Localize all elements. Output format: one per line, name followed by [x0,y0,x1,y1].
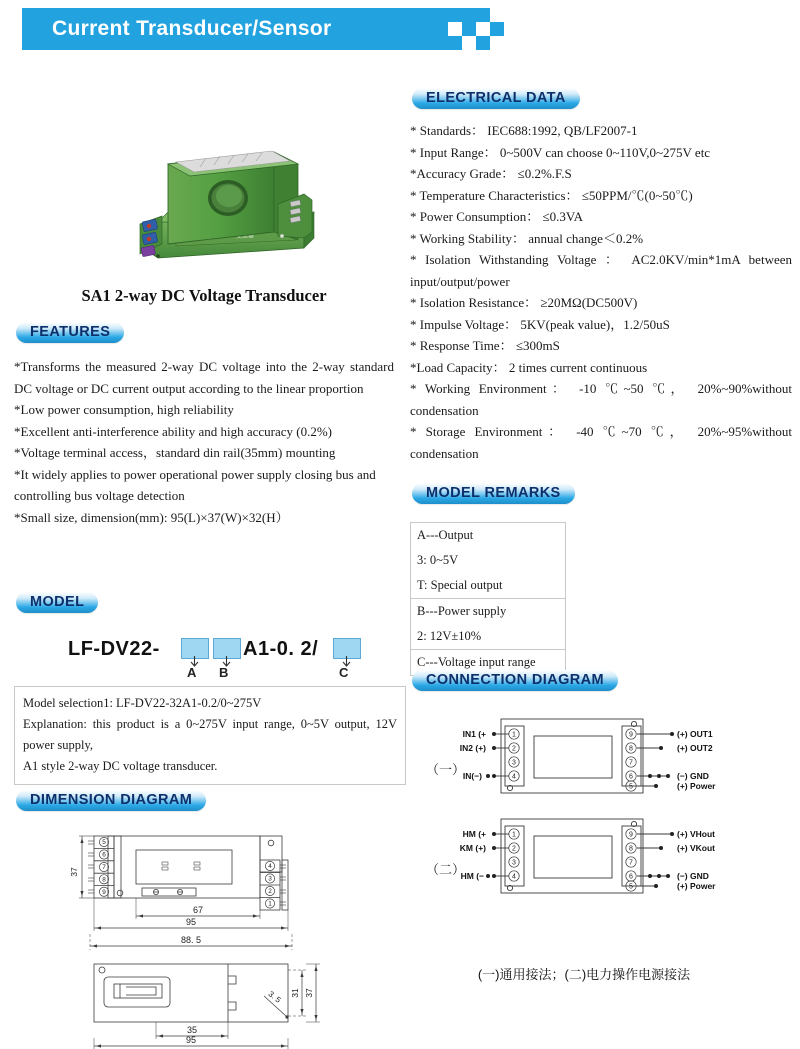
remarks-cell: B---Power supply [411,599,566,625]
model-marker-c: C [339,665,349,680]
svg-text:4: 4 [512,873,516,881]
dimension-heading: DIMENSION DIAGRAM [16,790,206,811]
svg-text:7: 7 [629,859,633,867]
svg-text:3: 3 [512,759,516,767]
svg-text:7: 7 [629,759,633,767]
svg-text:3: 3 [512,859,516,867]
remarks-cell: C---Voltage input range [411,650,566,676]
electrical-item: * Standards： IEC688:1992, QB/LF2007-1 [410,123,638,138]
svg-text:9: 9 [629,731,633,739]
features-heading: FEATURES [16,322,124,343]
electrical-item: * Isolation Resistance： ≥20MΩ(DC500V) [410,295,638,310]
dim-value-bottom-width: 95 [185,1035,197,1045]
remarks-heading: MODEL REMARKS [412,483,575,504]
note-line: Model selection1: LF-DV22-32A1-0.2/0~275V [23,696,262,710]
product-title: SA1 2-way DC Voltage Transducer [81,286,327,305]
feature-item: *Excellent anti-interference ability and high accuracy (0.2%) [14,423,332,439]
feature-item: *Low power consumption, high reliability [14,402,234,417]
feature-item: *Small size, dimension(mm): 95(L)×37(W)×32(H） [14,509,289,525]
model-marker-b: B [219,665,229,680]
model-remarks-table [410,522,566,676]
connection-right-label: (+) VHout [677,829,716,839]
connection-caption: (一)通用接法；(二)电力操作电源接法 [477,967,691,982]
dim-terminal-label: 8 [102,876,106,884]
model-selection-note [14,686,406,785]
note-line: Explanation: this product is a 0~275V input range, 0~5V output, 12V power supply, [23,717,397,752]
feature-item: *Transforms the measured 2-way DC voltage into the 2-way standard DC voltage or DC current output according to the linear proportion [14,359,394,396]
svg-text:8: 8 [629,745,633,753]
model-marker-a: A [187,665,197,680]
svg-text:6: 6 [629,873,633,881]
dim-terminal-label: 5 [102,839,106,847]
dim-value-mount-width: 88. 5 [180,935,202,945]
connection-heading: CONNECTION DIAGRAM [412,670,618,691]
features-list [14,356,394,528]
model-code-mid: A1-0. 2/ [243,638,319,660]
electrical-item: *Load Capacity： 2 times current continuous [410,359,648,375]
connection-right-label: (−) GND [677,771,709,781]
page-title: Current Transducer/Sensor [52,17,332,40]
connection-right-label: (+) VKout [677,843,716,853]
dim-value-inner-width: 67 [192,905,204,915]
product-photo [128,136,388,276]
connection-label-1: （一） [426,762,466,777]
svg-text:1: 1 [512,731,516,739]
dim-value-chamfer: 3. 5 [266,989,283,1005]
connection-right-label: (+) OUT1 [677,729,713,739]
dim-terminal-label: 1 [268,900,272,908]
connection-right-label: (−) GND [677,871,709,881]
svg-text:2: 2 [512,845,516,853]
svg-text:2: 2 [512,745,516,753]
electrical-item: *Accuracy Grade： ≤0.2%.F.S [410,166,572,181]
svg-text:9: 9 [629,831,633,839]
dim-terminal-label: 4 [268,863,272,871]
svg-text:5: 5 [629,883,633,891]
svg-text:6: 6 [629,773,633,781]
svg-text:4: 4 [512,773,516,781]
feature-item: *Voltage terminal access，standard din rail(35mm) mounting [14,445,336,460]
electrical-item: * Power Consumption： ≤0.3VA [410,209,584,224]
model-heading: MODEL [16,592,98,613]
remarks-cell: 3: 0~5V [411,548,566,573]
dim-terminal-label: 2 [268,888,272,896]
svg-text:5: 5 [629,783,633,791]
electrical-item: * Input Range： 0~500V can choose 0~110V,0~275V etc [410,144,711,160]
dim-value-height: 37 [69,867,79,877]
dim-terminal-label: 3 [268,875,272,883]
electrical-item: * Impulse Voltage： 5KV(peak value)，1.2/50uS [410,316,670,332]
table-row [411,624,566,650]
table-row [411,573,566,599]
dimension-drawing [68,824,338,1049]
dim-terminal-label: 6 [102,851,106,859]
feature-item: controlling bus voltage detection [14,488,185,503]
connection-left-label: IN(−) [462,771,482,781]
table-row [411,523,566,549]
dim-value-outer-height: 37 [304,988,314,998]
connection-right-label: (+) Power [677,781,716,791]
feature-item: *It widely applies to power operational power supply closing bus and [14,466,376,482]
dim-value-outer-width: 95 [185,917,197,927]
electrical-item: * Working Stability： annual change＜0.2% [410,230,644,246]
electrical-list [410,120,792,464]
connection-left-label: KM (+) [459,843,486,853]
connection-right-label: (+) OUT2 [677,743,713,753]
remarks-cell: 2: 12V±10% [411,624,566,650]
electrical-item: * Working Environment： -10 ℃~50 ℃， 20%~90%without condensation [410,381,792,418]
model-code-prefix: LF-DV22- [68,638,160,660]
table-row [411,548,566,573]
remarks-cell: T: Special output [411,573,566,599]
page-header [0,8,800,56]
electrical-item: * Isolation Withstanding Voltage ： AC2.0KV/min*1mA between input/output/power [410,252,792,289]
note-line: A1 style 2-way DC voltage transducer. [23,759,218,773]
header-checker-decoration [434,8,510,54]
connection-drawing [406,704,798,944]
table-row [411,599,566,625]
connection-left-label: HM (+ [462,829,486,839]
remarks-cell: A---Output [411,523,566,549]
connection-left-label: HM (− [460,871,484,881]
dim-terminal-label: 9 [102,888,106,896]
connection-right-label: (+) Power [677,881,716,891]
connection-label-2: （二） [426,862,466,877]
electrical-heading: ELECTRICAL DATA [412,88,580,109]
model-code-diagram [68,634,408,690]
connection-left-label: IN2 (+) [459,743,486,753]
dim-value-inner-height: 31 [290,988,300,998]
svg-text:1: 1 [512,831,516,839]
connection-left-label: IN1 (+ [462,729,486,739]
electrical-item: * Temperature Characteristics： ≤50PPM/℃(0~50℃) [410,187,693,203]
svg-text:变送器: 变送器 [235,233,255,240]
dim-terminal-label: 7 [102,864,106,872]
dim-value-slot-width: 35 [186,1025,198,1035]
electrical-item: * Storage Environment： -40 ℃~70 ℃， 20%~95%without condensation [410,424,792,461]
svg-text:8: 8 [629,845,633,853]
electrical-item: * Response Time： ≤300mS [410,338,560,353]
